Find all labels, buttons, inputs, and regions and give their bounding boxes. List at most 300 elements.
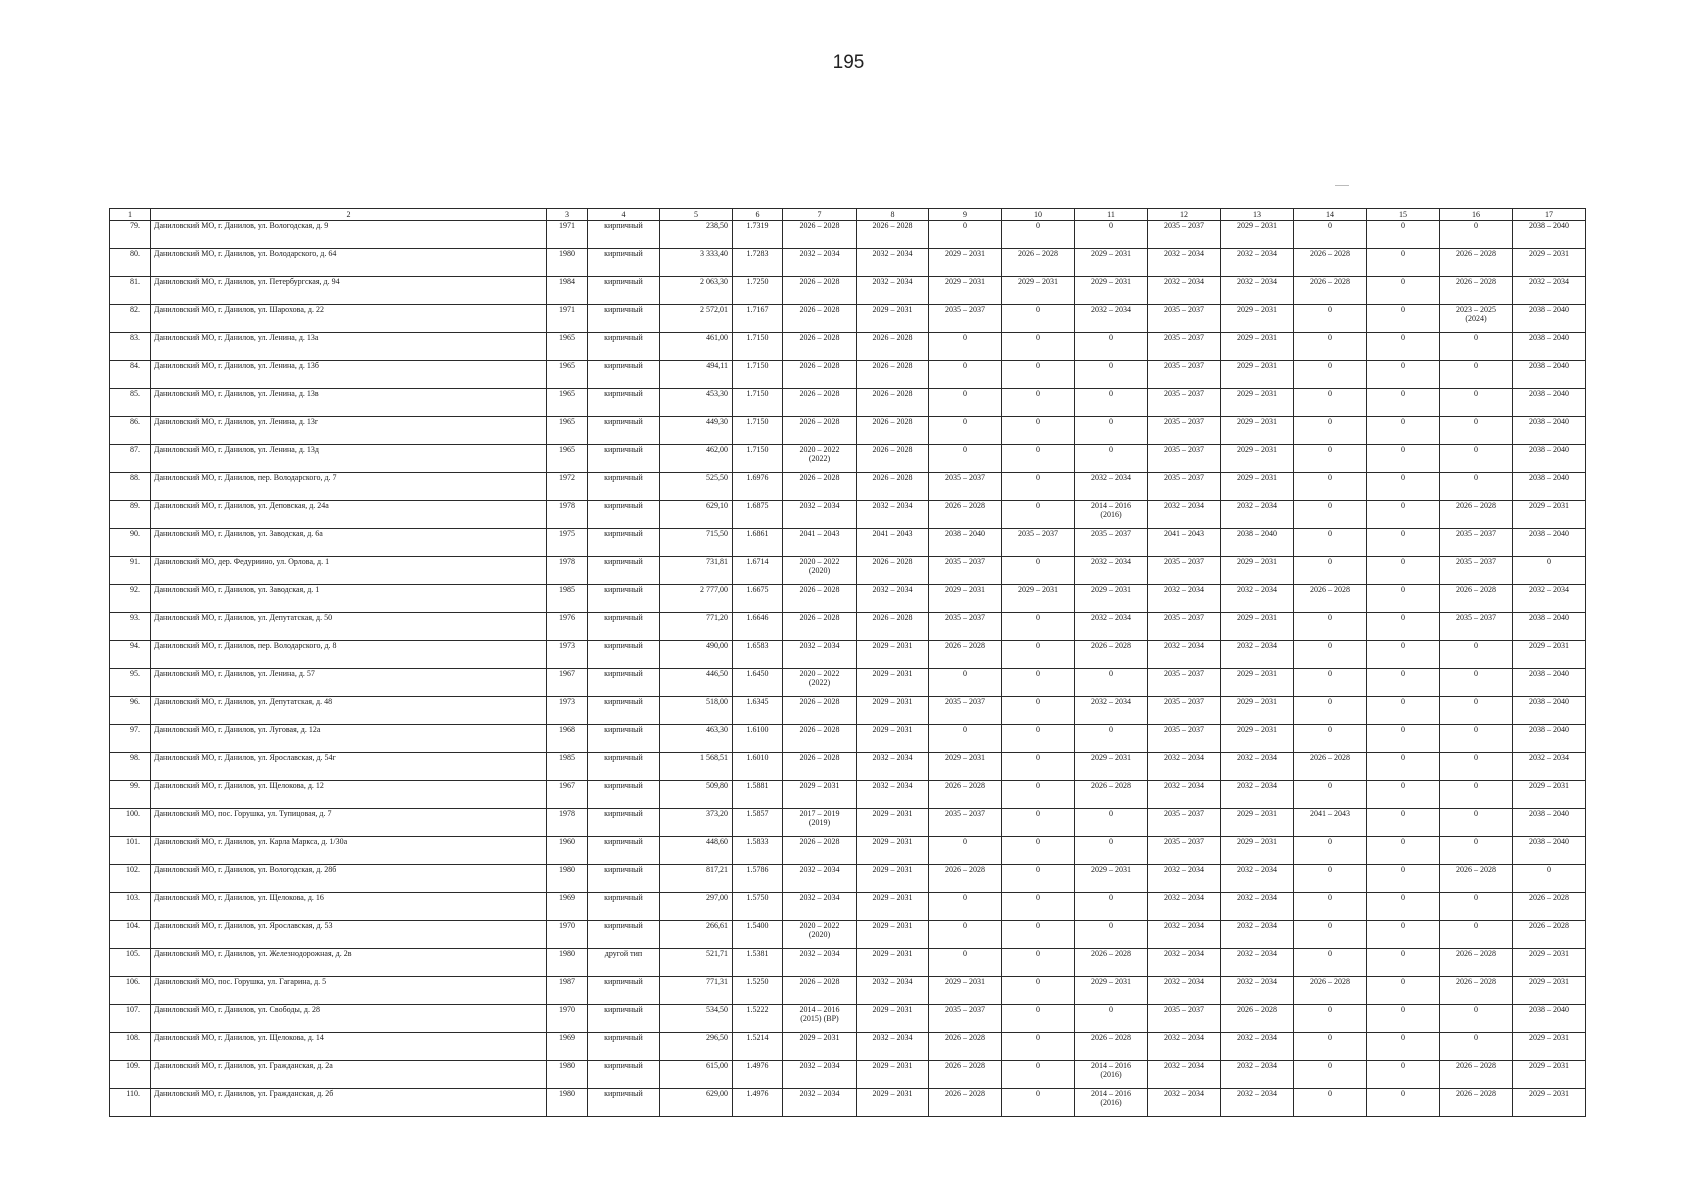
period-col-8-cell: 2029 – 2031 [857,1005,929,1033]
row-index-cell: 110. [110,1089,151,1117]
period-col-8-cell: 2026 – 2028 [857,557,929,585]
period-col-10-cell: 0 [1002,1033,1075,1061]
period-col-12-cell: 2035 – 2037 [1148,1005,1221,1033]
address-cell: Даниловский МО, г. Данилов, ул. Вологодская, д. 9 [151,221,547,249]
period-col-7-cell: 2026 – 2028 [783,977,857,1005]
period-col-17-cell: 2029 – 2031 [1513,977,1586,1005]
period-col-15-cell: 0 [1367,641,1440,669]
rating-cell: 1.7150 [733,361,783,389]
period-col-17-cell: 2029 – 2031 [1513,1033,1586,1061]
period-col-14-cell: 0 [1294,445,1367,473]
period-col-10-cell: 0 [1002,725,1075,753]
column-header: 16 [1440,209,1513,221]
period-col-17-cell: 2029 – 2031 [1513,501,1586,529]
year-built-cell: 1973 [547,697,588,725]
period-col-8-cell: 2032 – 2034 [857,277,929,305]
rating-cell: 1.5833 [733,837,783,865]
period-col-13-cell: 2032 – 2034 [1221,781,1294,809]
period-col-15-cell: 0 [1367,333,1440,361]
column-header: 8 [857,209,929,221]
period-col-12-cell: 2032 – 2034 [1148,893,1221,921]
period-col-9-cell: 0 [929,893,1002,921]
period-col-10-cell: 0 [1002,221,1075,249]
period-col-14-cell: 0 [1294,865,1367,893]
table-row [110,1033,1586,1061]
year-built-cell: 1980 [547,249,588,277]
period-col-17-cell: 2038 – 2040 [1513,613,1586,641]
period-col-8-cell: 2026 – 2028 [857,389,929,417]
period-col-17-cell: 2038 – 2040 [1513,389,1586,417]
column-header: 6 [733,209,783,221]
period-col-14-cell: 0 [1294,501,1367,529]
period-col-9-cell: 2029 – 2031 [929,277,1002,305]
period-col-11-cell: 2029 – 2031 [1075,977,1148,1005]
column-header: 1 [110,209,151,221]
period-col-14-cell: 0 [1294,389,1367,417]
period-col-17-cell: 2038 – 2040 [1513,473,1586,501]
period-col-17-cell: 2029 – 2031 [1513,641,1586,669]
period-col-7-cell: 2017 – 2019 (2019) [783,809,857,837]
period-col-7-cell: 2032 – 2034 [783,865,857,893]
period-col-13-cell: 2032 – 2034 [1221,893,1294,921]
period-col-13-cell: 2029 – 2031 [1221,613,1294,641]
table-row [110,669,1586,697]
year-built-cell: 1984 [547,277,588,305]
period-col-8-cell: 2029 – 2031 [857,809,929,837]
period-col-10-cell: 0 [1002,501,1075,529]
address-cell: Даниловский МО, г. Данилов, ул. Щелокова, д. 12 [151,781,547,809]
period-col-11-cell: 0 [1075,1005,1148,1033]
address-cell: Даниловский МО, дер. Федуриино, ул. Орлова, д. 1 [151,557,547,585]
row-index-cell: 102. [110,865,151,893]
year-built-cell: 1960 [547,837,588,865]
period-col-14-cell: 0 [1294,333,1367,361]
period-col-9-cell: 2026 – 2028 [929,1089,1002,1117]
table-row [110,1089,1586,1117]
area-cell: 448,60 [660,837,733,865]
period-col-15-cell: 0 [1367,893,1440,921]
period-col-8-cell: 2029 – 2031 [857,837,929,865]
wall-material-cell: кирпичный [588,501,660,529]
period-col-16-cell: 2035 – 2037 [1440,613,1513,641]
row-index-cell: 98. [110,753,151,781]
period-col-9-cell: 0 [929,389,1002,417]
period-col-13-cell: 2032 – 2034 [1221,1089,1294,1117]
period-col-15-cell: 0 [1367,249,1440,277]
period-col-8-cell: 2029 – 2031 [857,1061,929,1089]
period-col-7-cell: 2026 – 2028 [783,277,857,305]
period-col-8-cell: 2029 – 2031 [857,921,929,949]
period-col-10-cell: 0 [1002,641,1075,669]
row-index-cell: 93. [110,613,151,641]
period-col-11-cell: 2026 – 2028 [1075,641,1148,669]
period-col-11-cell: 2035 – 2037 [1075,529,1148,557]
period-col-16-cell: 0 [1440,781,1513,809]
rating-cell: 1.7250 [733,277,783,305]
column-header: 7 [783,209,857,221]
period-col-12-cell: 2035 – 2037 [1148,333,1221,361]
wall-material-cell: кирпичный [588,445,660,473]
period-col-7-cell: 2029 – 2031 [783,781,857,809]
year-built-cell: 1971 [547,305,588,333]
period-col-16-cell: 2023 – 2025 (2024) [1440,305,1513,333]
period-col-11-cell: 0 [1075,333,1148,361]
period-col-7-cell: 2026 – 2028 [783,753,857,781]
period-col-15-cell: 0 [1367,809,1440,837]
period-col-11-cell: 0 [1075,837,1148,865]
year-built-cell: 1980 [547,865,588,893]
wall-material-cell: кирпичный [588,1061,660,1089]
period-col-16-cell: 0 [1440,641,1513,669]
period-col-17-cell: 2038 – 2040 [1513,333,1586,361]
period-col-16-cell: 2026 – 2028 [1440,501,1513,529]
address-cell: Даниловский МО, г. Данилов, ул. Володарского, д. 64 [151,249,547,277]
address-cell: Даниловский МО, г. Данилов, ул. Гражданская, д. 2б [151,1089,547,1117]
period-col-7-cell: 2014 – 2016 (2015) (ВР) [783,1005,857,1033]
period-col-15-cell: 0 [1367,697,1440,725]
year-built-cell: 1972 [547,473,588,501]
address-cell: Даниловский МО, г. Данилов, ул. Ярославская, д. 53 [151,921,547,949]
period-col-10-cell: 0 [1002,921,1075,949]
period-col-15-cell: 0 [1367,669,1440,697]
row-index-cell: 89. [110,501,151,529]
row-index-cell: 101. [110,837,151,865]
address-cell: Даниловский МО, г. Данилов, ул. Ленина, д. 13б [151,361,547,389]
period-col-9-cell: 0 [929,837,1002,865]
period-col-13-cell: 2032 – 2034 [1221,277,1294,305]
column-header: 10 [1002,209,1075,221]
period-col-10-cell: 2029 – 2031 [1002,585,1075,613]
address-cell: Даниловский МО, г. Данилов, ул. Депутатская, д. 48 [151,697,547,725]
period-col-13-cell: 2038 – 2040 [1221,529,1294,557]
table-row [110,893,1586,921]
period-col-11-cell: 0 [1075,809,1148,837]
period-col-16-cell: 0 [1440,221,1513,249]
period-col-12-cell: 2032 – 2034 [1148,1033,1221,1061]
period-col-12-cell: 2041 – 2043 [1148,529,1221,557]
row-index-cell: 107. [110,1005,151,1033]
period-col-15-cell: 0 [1367,1033,1440,1061]
rating-cell: 1.6861 [733,529,783,557]
table-row [110,445,1586,473]
period-col-14-cell: 0 [1294,725,1367,753]
period-col-14-cell: 0 [1294,361,1367,389]
period-col-11-cell: 0 [1075,921,1148,949]
period-col-9-cell: 2026 – 2028 [929,501,1002,529]
period-col-15-cell: 0 [1367,277,1440,305]
period-col-8-cell: 2029 – 2031 [857,1089,929,1117]
row-index-cell: 97. [110,725,151,753]
period-col-12-cell: 2032 – 2034 [1148,949,1221,977]
period-col-12-cell: 2035 – 2037 [1148,669,1221,697]
wall-material-cell: кирпичный [588,529,660,557]
period-col-13-cell: 2029 – 2031 [1221,389,1294,417]
area-cell: 373,20 [660,809,733,837]
rating-cell: 1.4976 [733,1089,783,1117]
rating-cell: 1.6345 [733,697,783,725]
period-col-13-cell: 2026 – 2028 [1221,1005,1294,1033]
rating-cell: 1.6010 [733,753,783,781]
period-col-14-cell: 0 [1294,1061,1367,1089]
area-cell: 266,61 [660,921,733,949]
period-col-8-cell: 2026 – 2028 [857,333,929,361]
wall-material-cell: кирпичный [588,557,660,585]
rating-cell: 1.6583 [733,641,783,669]
period-col-13-cell: 2029 – 2031 [1221,361,1294,389]
year-built-cell: 1985 [547,753,588,781]
wall-material-cell: кирпичный [588,781,660,809]
row-index-cell: 105. [110,949,151,977]
year-built-cell: 1965 [547,417,588,445]
period-col-7-cell: 2041 – 2043 [783,529,857,557]
address-cell: Даниловский МО, г. Данилов, ул. Деповская, д. 24а [151,501,547,529]
period-col-9-cell: 0 [929,221,1002,249]
period-col-14-cell: 0 [1294,669,1367,697]
period-col-12-cell: 2032 – 2034 [1148,1061,1221,1089]
period-col-7-cell: 2026 – 2028 [783,333,857,361]
row-index-cell: 99. [110,781,151,809]
wall-material-cell: кирпичный [588,249,660,277]
period-col-12-cell: 2035 – 2037 [1148,613,1221,641]
row-index-cell: 94. [110,641,151,669]
period-col-13-cell: 2029 – 2031 [1221,445,1294,473]
period-col-12-cell: 2032 – 2034 [1148,781,1221,809]
address-cell: Даниловский МО, г. Данилов, ул. Шарохова, д. 22 [151,305,547,333]
wall-material-cell: кирпичный [588,865,660,893]
period-col-7-cell: 2032 – 2034 [783,1089,857,1117]
period-col-13-cell: 2032 – 2034 [1221,921,1294,949]
year-built-cell: 1978 [547,557,588,585]
area-cell: 817,21 [660,865,733,893]
period-col-10-cell: 0 [1002,417,1075,445]
period-col-17-cell: 2038 – 2040 [1513,1005,1586,1033]
area-cell: 238,50 [660,221,733,249]
column-header: 15 [1367,209,1440,221]
period-col-12-cell: 2035 – 2037 [1148,473,1221,501]
year-built-cell: 1980 [547,949,588,977]
period-col-10-cell: 0 [1002,333,1075,361]
period-col-15-cell: 0 [1367,865,1440,893]
period-col-16-cell: 2035 – 2037 [1440,529,1513,557]
period-col-8-cell: 2041 – 2043 [857,529,929,557]
period-col-8-cell: 2026 – 2028 [857,613,929,641]
address-cell: Даниловский МО, г. Данилов, ул. Ленина, д. 13в [151,389,547,417]
table-row [110,361,1586,389]
period-col-15-cell: 0 [1367,921,1440,949]
period-col-11-cell: 2029 – 2031 [1075,249,1148,277]
wall-material-cell: кирпичный [588,389,660,417]
period-col-15-cell: 0 [1367,529,1440,557]
period-col-9-cell: 2029 – 2031 [929,585,1002,613]
period-col-16-cell: 2035 – 2037 [1440,557,1513,585]
period-col-10-cell: 0 [1002,1089,1075,1117]
period-col-7-cell: 2020 – 2022 (2022) [783,669,857,697]
area-cell: 297,00 [660,893,733,921]
table-row [110,333,1586,361]
period-col-17-cell: 2038 – 2040 [1513,725,1586,753]
row-index-cell: 108. [110,1033,151,1061]
period-col-8-cell: 2026 – 2028 [857,221,929,249]
table-row [110,809,1586,837]
period-col-16-cell: 0 [1440,669,1513,697]
table-row [110,1061,1586,1089]
period-col-12-cell: 2035 – 2037 [1148,361,1221,389]
period-col-14-cell: 0 [1294,781,1367,809]
period-col-11-cell: 2032 – 2034 [1075,613,1148,641]
wall-material-cell: кирпичный [588,921,660,949]
address-cell: Даниловский МО, пос. Горушка, ул. Тупицовая, д. 7 [151,809,547,837]
table-row [110,725,1586,753]
period-col-8-cell: 2032 – 2034 [857,249,929,277]
wall-material-cell: кирпичный [588,641,660,669]
period-col-9-cell: 2026 – 2028 [929,865,1002,893]
period-col-10-cell: 0 [1002,893,1075,921]
table-row [110,921,1586,949]
period-col-7-cell: 2026 – 2028 [783,837,857,865]
period-col-16-cell: 0 [1440,473,1513,501]
period-col-10-cell: 0 [1002,697,1075,725]
wall-material-cell: кирпичный [588,1005,660,1033]
period-col-11-cell: 2029 – 2031 [1075,865,1148,893]
page-number: 195 [832,52,865,73]
period-col-12-cell: 2032 – 2034 [1148,753,1221,781]
area-cell: 715,50 [660,529,733,557]
period-col-10-cell: 0 [1002,361,1075,389]
period-col-7-cell: 2032 – 2034 [783,641,857,669]
period-col-13-cell: 2029 – 2031 [1221,557,1294,585]
rating-cell: 1.4976 [733,1061,783,1089]
wall-material-cell: кирпичный [588,305,660,333]
rating-cell: 1.5400 [733,921,783,949]
period-col-7-cell: 2032 – 2034 [783,501,857,529]
area-cell: 494,11 [660,361,733,389]
period-col-9-cell: 2026 – 2028 [929,1033,1002,1061]
period-col-7-cell: 2026 – 2028 [783,613,857,641]
period-col-17-cell: 2029 – 2031 [1513,249,1586,277]
period-col-7-cell: 2026 – 2028 [783,305,857,333]
period-col-13-cell: 2029 – 2031 [1221,697,1294,725]
period-col-16-cell: 2026 – 2028 [1440,949,1513,977]
period-col-17-cell: 2032 – 2034 [1513,753,1586,781]
period-col-12-cell: 2035 – 2037 [1148,389,1221,417]
period-col-16-cell: 2026 – 2028 [1440,1089,1513,1117]
period-col-13-cell: 2032 – 2034 [1221,949,1294,977]
period-col-16-cell: 0 [1440,893,1513,921]
period-col-13-cell: 2029 – 2031 [1221,221,1294,249]
table-row [110,753,1586,781]
table-row [110,949,1586,977]
period-col-12-cell: 2032 – 2034 [1148,249,1221,277]
period-col-15-cell: 0 [1367,221,1440,249]
table-row [110,557,1586,585]
period-col-17-cell: 2038 – 2040 [1513,837,1586,865]
area-cell: 629,10 [660,501,733,529]
area-cell: 446,50 [660,669,733,697]
row-index-cell: 109. [110,1061,151,1089]
period-col-14-cell: 0 [1294,305,1367,333]
period-col-13-cell: 2032 – 2034 [1221,585,1294,613]
period-col-11-cell: 2032 – 2034 [1075,557,1148,585]
period-col-17-cell: 2038 – 2040 [1513,809,1586,837]
area-cell: 629,00 [660,1089,733,1117]
table-row [110,473,1586,501]
period-col-7-cell: 2029 – 2031 [783,1033,857,1061]
period-col-13-cell: 2029 – 2031 [1221,725,1294,753]
period-col-8-cell: 2026 – 2028 [857,417,929,445]
row-index-cell: 96. [110,697,151,725]
period-col-16-cell: 0 [1440,753,1513,781]
period-col-11-cell: 2029 – 2031 [1075,753,1148,781]
wall-material-cell: кирпичный [588,753,660,781]
row-index-cell: 82. [110,305,151,333]
period-col-17-cell: 2038 – 2040 [1513,697,1586,725]
period-col-10-cell: 0 [1002,753,1075,781]
period-col-12-cell: 2035 – 2037 [1148,557,1221,585]
period-col-14-cell: 0 [1294,949,1367,977]
period-col-8-cell: 2029 – 2031 [857,725,929,753]
period-col-7-cell: 2026 – 2028 [783,221,857,249]
period-col-15-cell: 0 [1367,837,1440,865]
period-col-16-cell: 0 [1440,1033,1513,1061]
period-col-13-cell: 2029 – 2031 [1221,809,1294,837]
area-cell: 525,50 [660,473,733,501]
period-col-14-cell: 0 [1294,221,1367,249]
wall-material-cell: кирпичный [588,697,660,725]
address-cell: Даниловский МО, г. Данилов, ул. Ленина, д. 57 [151,669,547,697]
rating-cell: 1.5750 [733,893,783,921]
wall-material-cell: кирпичный [588,669,660,697]
rating-cell: 1.5857 [733,809,783,837]
period-col-8-cell: 2026 – 2028 [857,445,929,473]
rating-cell: 1.5881 [733,781,783,809]
row-index-cell: 86. [110,417,151,445]
wall-material-cell: кирпичный [588,473,660,501]
period-col-14-cell: 0 [1294,697,1367,725]
period-col-14-cell: 0 [1294,921,1367,949]
period-col-9-cell: 2035 – 2037 [929,809,1002,837]
rating-cell: 1.6100 [733,725,783,753]
period-col-11-cell: 2032 – 2034 [1075,473,1148,501]
period-col-15-cell: 0 [1367,753,1440,781]
wall-material-cell: кирпичный [588,1089,660,1117]
period-col-17-cell: 2038 – 2040 [1513,361,1586,389]
period-col-10-cell: 0 [1002,305,1075,333]
period-col-7-cell: 2026 – 2028 [783,417,857,445]
wall-material-cell: другой тип [588,949,660,977]
period-col-12-cell: 2035 – 2037 [1148,697,1221,725]
year-built-cell: 1970 [547,921,588,949]
period-col-10-cell: 0 [1002,473,1075,501]
period-col-7-cell: 2020 – 2022 (2020) [783,557,857,585]
period-col-11-cell: 2014 – 2016 (2016) [1075,1089,1148,1117]
period-col-8-cell: 2032 – 2034 [857,781,929,809]
period-col-11-cell: 0 [1075,725,1148,753]
column-header: 3 [547,209,588,221]
period-col-14-cell: 0 [1294,613,1367,641]
period-col-11-cell: 2029 – 2031 [1075,585,1148,613]
column-header: 11 [1075,209,1148,221]
period-col-8-cell: 2032 – 2034 [857,1033,929,1061]
period-col-8-cell: 2029 – 2031 [857,865,929,893]
table-row [110,389,1586,417]
period-col-17-cell: 2038 – 2040 [1513,221,1586,249]
year-built-cell: 1965 [547,361,588,389]
year-built-cell: 1971 [547,221,588,249]
period-col-14-cell: 2026 – 2028 [1294,249,1367,277]
area-cell: 296,50 [660,1033,733,1061]
period-col-9-cell: 2035 – 2037 [929,473,1002,501]
period-col-8-cell: 2029 – 2031 [857,949,929,977]
